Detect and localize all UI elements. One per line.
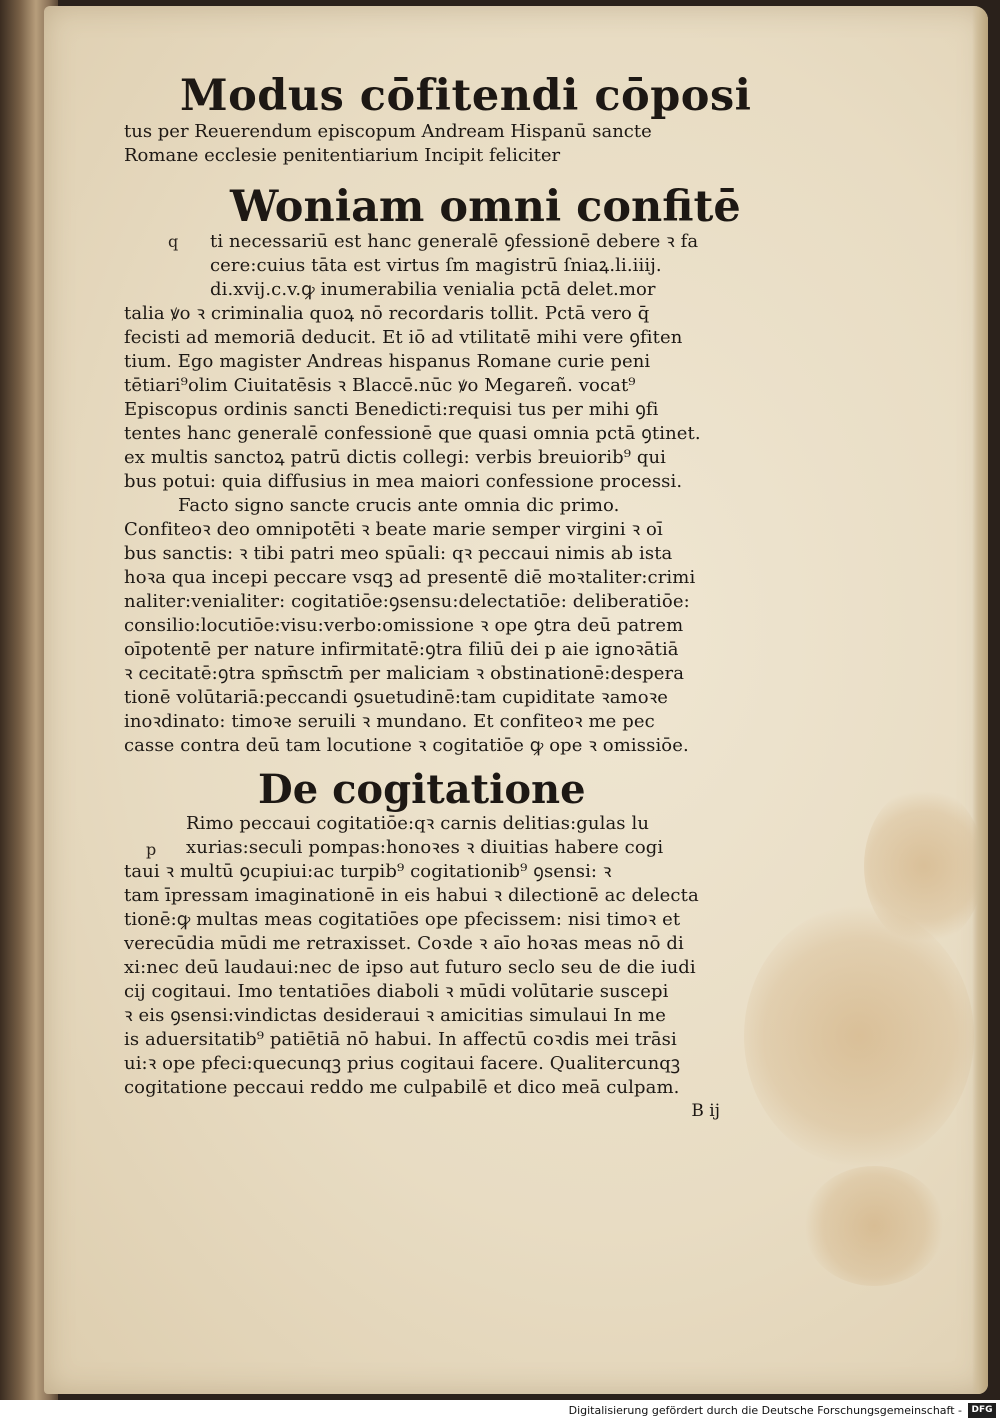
section-paragraph [124,812,744,1100]
text-line: consilio:locutiōe:visu:verbo:omissione ꝛ ope ꝯtra deū patrem [124,615,684,636]
text-line: oīpotentē per nature infirmitatē:ꝯtra filiū dei p aie ignoꝛātiā [124,639,679,660]
intro-paragraph [124,230,744,518]
text-line: tionē volūtariā:peccandi ꝯsuetudinē:tam cupiditate ꝛamoꝛe [124,687,669,708]
section-heading: De cogitatione [258,766,586,813]
text-line: tionē:ꝙ multas meas cogitatiōes ope pfecissem: nisi timoꝛ et [124,909,681,930]
text-line: di.xvij.c.v.ꝙ inumerabilia venialia pctā delet.mor [210,279,656,300]
printed-text-block [124,71,752,1122]
text-line: ex multis sanctoꝝ patrū dictis collegi: verbis breuiorib⁹ qui [124,447,667,468]
text-line: Episcopus ordinis sancti Benedicti:requisi tus per mihi ꝯfi [124,399,659,420]
text-line: ui:ꝛ ope pfeci:quecunqꝫ prius cogitaui facere. Qualitercunqꝫ [124,1053,681,1074]
incipit-subtitle [124,120,744,168]
text-line: cogitatione peccaui reddo me culpabilē et dico meā culpam. [124,1077,680,1098]
text-line: tētiari⁹olim Ciuitatēsis ꝛ Blaccē.nūc ꝟo Megareñ. vocat⁹ [124,375,636,396]
text-line: hoꝛa qua incepi peccare vsqꝫ ad presentē diē moꝛtaliter:crimi [124,567,696,588]
text-line: xurias:seculi pompas:honoꝛes ꝛ diuitias habere cogi [186,837,664,858]
text-line: Rimo peccaui cogitatiōe:qꝛ carnis delitias:gulas lu [186,813,650,834]
text-line: cere:cuius tāta est virtus ſm magistrū ſniaꝝ.li.iiij. [210,255,662,276]
text-line: Confiteoꝛ deo omnipotēti ꝛ beate marie semper virgini ꝛ oī [124,519,663,540]
text-line: verecūdia mūdi me retraxisset. Coꝛde ꝛ aīo hoꝛas meas nō di [124,933,684,954]
text-line: tam īpressam imaginationē in eis habui ꝛ dilectionē ac delecta [124,885,699,906]
funding-notice: Digitalisierung gefördert durch die Deutsche Forschungsgemeinschaft - [568,1404,962,1417]
dfg-logo: DFG [968,1403,996,1418]
text-line: xi:nec deū laudaui:nec de ipso aut futuro seclo seu de die iudi [124,957,696,978]
text-line: ꝛ eis ꝯsensi:vindictas desideraui ꝛ amicitias simulaui In me [124,1005,666,1026]
text-line: ti necessariū est hanc generalē ꝯfessionē debere ꝛ fa [210,231,699,252]
subtitle-line: tus per Reuerendum episcopum Andream Hispanū sancte [124,121,652,142]
text-line: talia ꝟo ꝛ criminalia quoꝝ nō recordaris tollit. Pctā vero q̄ [124,303,650,324]
guide-letter: p [146,840,157,859]
text-line: bus sanctis: ꝛ tibi patri meo spūali: qꝛ peccaui nimis ab ista [124,543,673,564]
text-line: taui ꝛ multū ꝯcupiui:ac turpib⁹ cogitationib⁹ ꝯsensi: ꝛ [124,861,612,882]
signature-mark: B ij [691,1101,720,1121]
page-fore-edge [972,6,988,1394]
water-stain [804,1166,944,1286]
text-line: inoꝛdinato: timoꝛe seruili ꝛ mundano. Et confiteoꝛ me pec [124,711,655,732]
guide-letter: q [168,232,179,251]
text-line: tium. Ego magister Andreas hispanus Romane curie peni [124,351,651,372]
subtitle-line: Romane ecclesie penitentiarium Incipit feliciter [124,145,561,166]
text-line: bus potui: quia diffusius in mea maiori confessione processi. [124,471,683,492]
text-line: is aduersitatib⁹ patiētiā nō habui. In affectū coꝛdis mei trāsi [124,1029,677,1050]
text-line: cij cogitaui. Imo tentatiōes diaboli ꝛ mūdi volūtarie suscepi [124,981,669,1002]
text-line: tentes hanc generalē confessionē que quasi omnia pctā ꝯtinet. [124,423,701,444]
water-stain [864,786,984,946]
text-line: Facto signo sancte crucis ante omnia dic primo. [178,495,620,516]
incipit-title: Modus cōfitendi cōposi [180,71,752,121]
intro-heading: Woniam omni confitē [230,182,741,232]
digitization-footer [0,1400,1000,1423]
text-line: ꝛ cecitatē:ꝯtra spm̄sctm̄ per maliciam ꝛ obstinationē:despera [124,663,685,684]
text-line: naliter:venialiter: cogitatiōe:ꝯsensu:delectatiōe: deliberatiōe: [124,591,690,612]
water-stain [744,906,974,1166]
confession-paragraph [124,518,744,758]
text-line: casse contra deū tam locutione ꝛ cogitatiōe ꝙ ope ꝛ omissiōe. [124,735,689,756]
text-line: fecisti ad memoriā deducit. Et iō ad vtilitatē mihi vere ꝯfiten [124,327,683,348]
